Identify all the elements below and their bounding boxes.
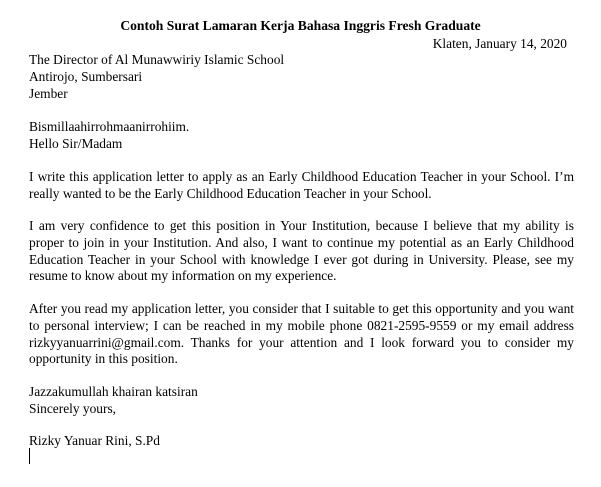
text-cursor (29, 448, 30, 464)
closing-prayer: Jazzakumullah khairan katsiran (29, 384, 198, 399)
body-paragraph-2: I am very confidence to get this position in Your Institution, because I believe that my ability is proper to join in your Institution. And also, I want to continue my potential as an Early Childhood Education Teacher in your School with knowledge I ever got during in University. Please, see my resume to know about my information on my experience. (29, 218, 574, 284)
body-paragraph-1: I write this application letter to apply as an Early Childhood Education Teacher in your School. I’m really wanted to be the Early Childhood Education Teacher in your School. (29, 169, 574, 201)
place-date: Klaten, January 14, 2020 (432, 36, 567, 51)
opening-basmalah: Bismillaahirrohmaanirrohiim. (29, 119, 190, 134)
salutation: Hello Sir/Madam (29, 136, 123, 151)
body-paragraph-3: After you read my application letter, you consider that I suitable to get this opportunity and you want to personal interview; I can be reached in my mobile phone 0821-2595-9559 or my email address rizkyyanuarrini@gmail.com. Thanks for your attention and I look forward you to consider my opportunity in this position. (29, 301, 574, 367)
closing-valediction: Sincerely yours, (29, 401, 117, 416)
recipient-city: Jember (29, 86, 68, 101)
recipient-name: The Director of Al Munawwiriy Islamic School (29, 52, 285, 67)
recipient-address: Antirojo, Sumbersari (29, 69, 143, 84)
document-title: Contoh Surat Lamaran Kerja Bahasa Inggris Fresh Graduate (120, 18, 481, 33)
signature-name: Rizky Yanuar Rini, S.Pd (29, 433, 160, 448)
